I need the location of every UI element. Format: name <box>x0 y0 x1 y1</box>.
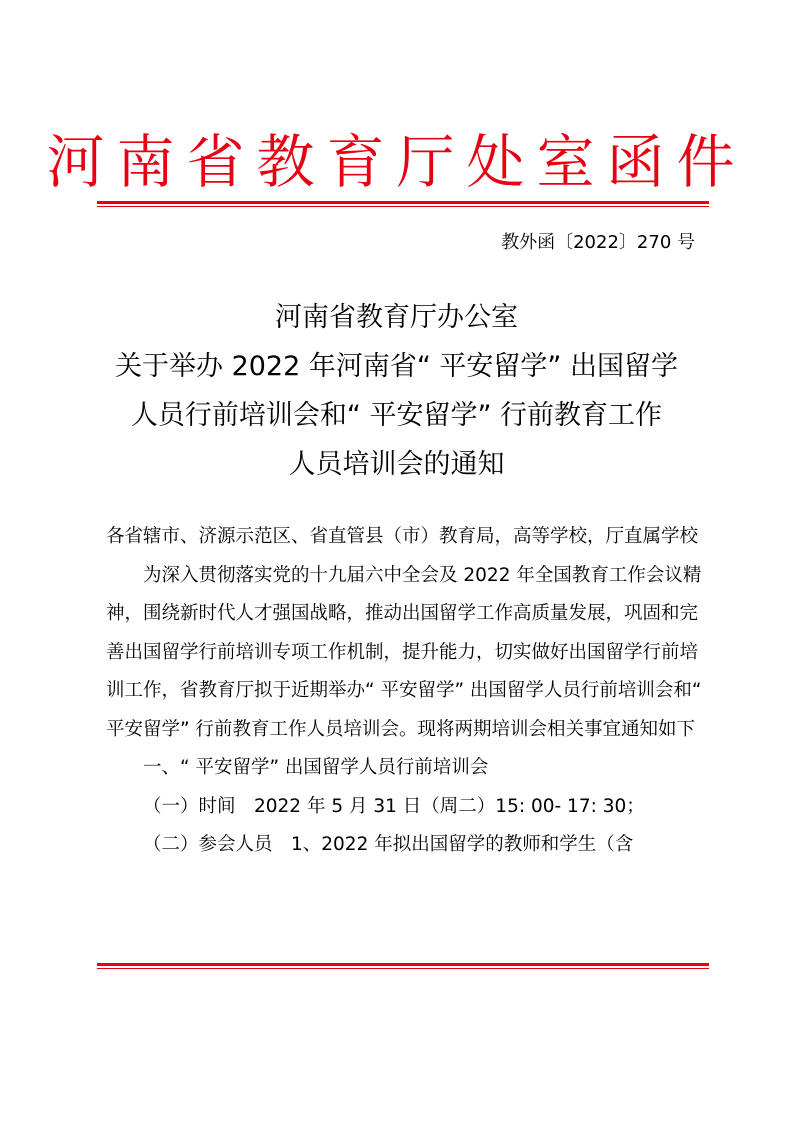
section-heading-1: 一、“ 平安留学” 出国留学人员行前培训会 <box>143 757 489 778</box>
footer-divider-thick <box>97 963 709 966</box>
title-line-1: 河南省教育厅办公室 <box>275 302 518 333</box>
document-number: 教外函〔2022〕270 号 <box>501 232 695 253</box>
footer-divider-thin <box>97 968 709 969</box>
section1-item-participants: （二）参会人员 1、2022 年拟出国留学的教师和学生（含 <box>143 834 634 855</box>
section1-item-time: （一）时间 2022 年 5 月 31 日（周二）15: 00- 17: 30； <box>143 795 645 817</box>
intro-paragraph: 为深入贯彻落实党的十九届六中全会及 2022 年全国教育工作会议精神，围绕新时代人才强国战略，推动出国留学工作高质量发展，巩固和完善出国留学行前培训专项工作机制，提升能力，切实做好出国留学行前培训工作，省教育厅拟于近期举办“ 平安留学” 出国留学人员行前培训会和“ 平安留学” 行前教育工作人员培训会。现将两期培训会相关事宜通知如下 <box>106 564 702 740</box>
title-line-4: 人员培训会的通知 <box>288 449 505 480</box>
header-divider-thin <box>97 206 709 207</box>
letterhead-title: 河南省教育厅处室函件 <box>46 128 747 196</box>
header-divider-thick <box>97 201 709 204</box>
document-title <box>90 293 703 489</box>
title-line-2: 关于举办 2022 年河南省“ 平安留学” 出国留学 <box>114 351 679 382</box>
recipients-paragraph: 各省辖市、济源示范区、省直管县（市）教育局，高等学校，厅直属学校 <box>106 526 699 547</box>
document-body <box>106 518 706 865</box>
title-line-3: 人员行前培训会和“ 平安留学” 行前教育工作 <box>130 400 663 431</box>
